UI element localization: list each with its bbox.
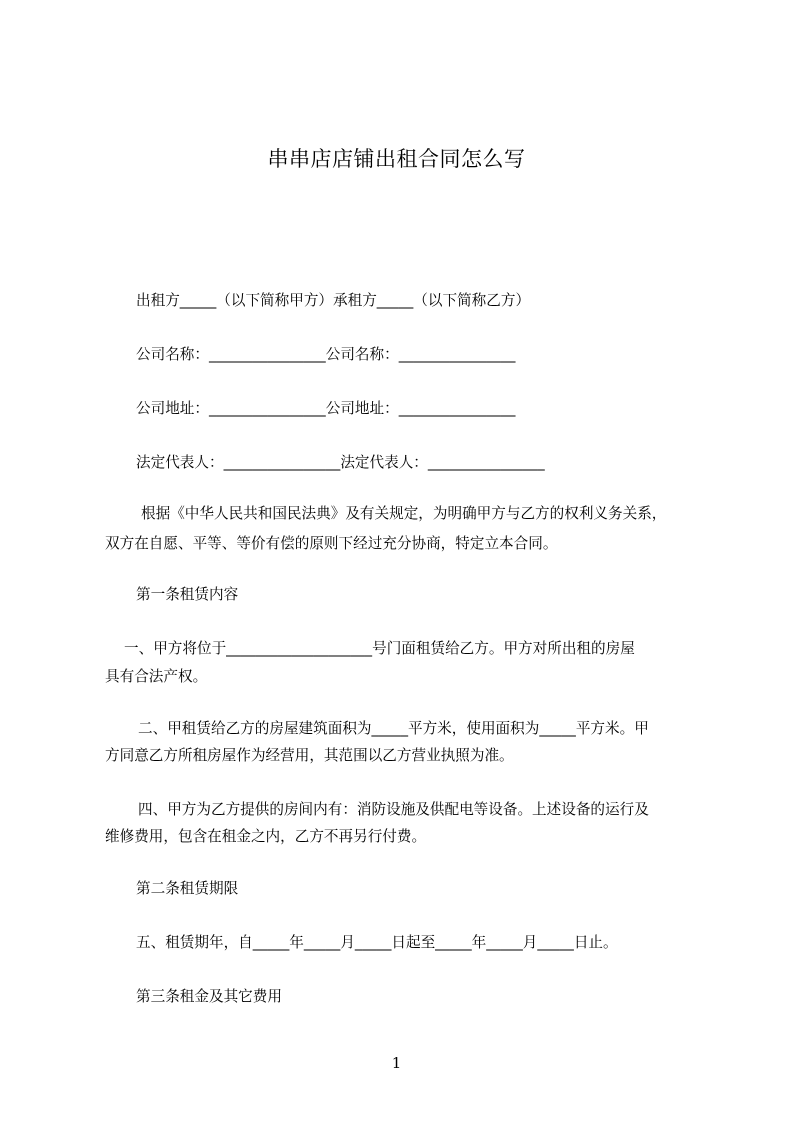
- article-3-heading: 第三条租金及其它费用: [136, 988, 282, 1005]
- preamble-line-2: 双方在自愿、平等、等价有偿的原则下经过充分协商，特定立本合同。: [105, 535, 558, 552]
- company-name-line: 公司名称：________________公司名称：________________: [136, 346, 516, 363]
- clause-1-line-1: 一、甲方将位于____________________号门面租赁给乙方。甲方对所出租的房屋: [124, 640, 635, 657]
- article-2-heading: 第二条租赁期限: [136, 880, 239, 897]
- document-title: 串串店店铺出租合同怎么写: [267, 147, 526, 171]
- parties-line: 出租方_____（以下简称甲方）承租方_____（以下简称乙方）: [136, 292, 531, 309]
- legal-representative-line: 法定代表人：________________法定代表人：________________: [136, 454, 545, 471]
- clause-5-line: 五、租赁期年，自_____年_____月_____日起至_____年_____月_____日止。: [136, 934, 618, 951]
- clause-1-line-2: 具有合法产权。: [105, 668, 208, 685]
- article-1-heading: 第一条租赁内容: [136, 586, 239, 603]
- clause-4-line-2: 维修费用，包含在租金之内，乙方不再另行付费。: [105, 828, 427, 845]
- page-number: 1: [391, 1054, 402, 1072]
- clause-4-line-1: 四、甲方为乙方提供的房间内有：消防设施及供配电等设备。上述设备的运行及: [138, 801, 649, 818]
- clause-2-line-1: 二、甲租赁给乙方的房屋建筑面积为_____平方米，使用面积为_____平方米。甲: [138, 720, 649, 737]
- company-address-line: 公司地址：________________公司地址：________________: [136, 400, 516, 417]
- preamble-line-1: 根据《中华人民共和国民法典》及有关规定，为明确甲方与乙方的权利义务关系，: [141, 505, 667, 522]
- clause-2-line-2: 方同意乙方所租房屋作为经营用，其范围以乙方营业执照为准。: [105, 747, 514, 764]
